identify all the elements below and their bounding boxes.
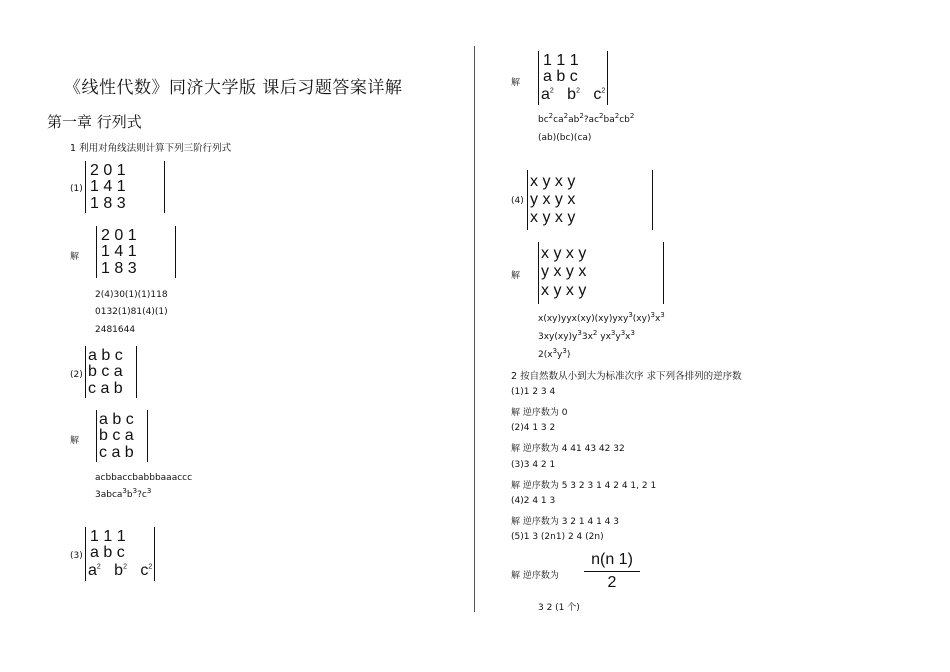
determinant-4-solution xyxy=(538,242,664,304)
determinant-3-solution xyxy=(538,51,608,105)
det-row: 1 4 1 xyxy=(90,178,126,195)
fraction-denominator: 2 xyxy=(607,574,617,591)
det-row: 2 0 1 xyxy=(101,227,137,244)
calc-line: $bc^2ca^2ab^2?ac^2ba^2cb^2$ xyxy=(538,112,635,125)
det-row: x y x y xyxy=(541,282,587,299)
det-row: 1 1 1 xyxy=(543,52,579,69)
answer-item: 解 逆序数为 xyxy=(511,571,559,581)
answer-item: 解 逆序数为 0 xyxy=(511,408,568,418)
determinant-1-solution xyxy=(96,226,176,278)
det-row: y x y x xyxy=(541,263,587,280)
column-divider xyxy=(474,46,475,612)
item-label-2: (2) xyxy=(70,370,83,380)
question-item: (1)1 2 3 4 xyxy=(511,387,556,397)
det-row: a b c xyxy=(543,68,578,85)
det-row: 2 0 1 xyxy=(90,162,126,179)
calc-line: 2481644 xyxy=(95,325,136,335)
determinant-4 xyxy=(527,170,653,230)
fraction xyxy=(584,551,640,592)
question-item: (4)2 4 1 3 xyxy=(511,496,556,506)
calc-line: 0132(1)81(4)(1) xyxy=(95,307,168,317)
det-row: a b c xyxy=(99,411,134,428)
det-row: c a b xyxy=(99,444,134,461)
det-row: 1 8 3 xyxy=(90,195,126,212)
calc-line: (ab)(bc)(ca) xyxy=(538,133,592,143)
calc-line: acbbaccbabbbaaaccc xyxy=(95,473,193,483)
solution-label: 解 xyxy=(70,252,80,262)
det-row: 1 1 1 xyxy=(90,528,126,545)
solution-label: 解 xyxy=(511,78,521,88)
det-row: $a^2$ $b^2$ $c^2$ xyxy=(88,562,153,579)
det-row: b c a xyxy=(99,427,134,444)
determinant-3 xyxy=(85,527,155,581)
item-label-4: (4) xyxy=(511,196,524,206)
chapter-heading: 第一章 行列式 xyxy=(47,113,142,131)
question-1: 1 利用对角线法则计算下列三阶行列式 xyxy=(70,143,232,154)
question-item: (2)4 1 3 2 xyxy=(511,423,556,433)
det-row: $a^2$ $b^2$ $c^2$ xyxy=(541,86,606,103)
det-row: 1 4 1 xyxy=(101,243,137,260)
calc-line: $2(x^3y^3)$ xyxy=(538,347,571,360)
answer-item: 解 逆序数为 3 2 1 4 1 4 3 xyxy=(511,517,619,527)
item-label-1: (1) xyxy=(70,184,83,194)
calc-line: 2(4)30(1)(1)118 xyxy=(95,290,168,300)
answer-item: 解 逆序数为 4 41 43 42 32 xyxy=(511,444,625,454)
question-2: 2 按自然数从小到大为标准次序 求下列各排列的逆序数 xyxy=(511,371,742,382)
determinant-2-solution xyxy=(96,410,148,462)
calc-line: $3abca^3b^3?c^3$ xyxy=(95,487,152,500)
det-row: b c a xyxy=(88,363,123,380)
determinant-2 xyxy=(85,346,137,398)
det-row: a b c xyxy=(90,544,125,561)
solution-label: 解 xyxy=(511,271,521,281)
calc-line: 3 2 (1 个) xyxy=(538,603,580,613)
det-row: x y x y xyxy=(530,173,576,190)
question-item: (3)3 4 2 1 xyxy=(511,460,556,470)
page-title: 《线性代数》同济大学版 课后习题答案详解 xyxy=(64,78,403,98)
det-row: y x y x xyxy=(530,191,576,208)
det-row: 1 8 3 xyxy=(101,260,137,277)
calc-line: $3xy(xy)y^33x^2$ $yx^3y^3x^3$ xyxy=(538,329,635,342)
det-row: x y x y xyxy=(530,209,576,226)
solution-label: 解 xyxy=(70,436,80,446)
question-item: (5)1 3 (2n1) 2 4 (2n) xyxy=(511,532,604,542)
calc-line: $x(xy)yyx(xy)(xy)yxy^3(xy)^3x^3$ xyxy=(538,311,665,324)
answer-item: 解 逆序数为 5 3 2 3 1 4 2 4 1, 2 1 xyxy=(511,481,657,491)
fraction-bar xyxy=(584,571,640,572)
determinant-1 xyxy=(85,161,165,213)
item-label-3: (3) xyxy=(70,551,83,561)
det-row: x y x y xyxy=(541,245,587,262)
det-row: c a b xyxy=(88,380,123,397)
det-row: a b c xyxy=(88,347,123,364)
fraction-numerator: n(n 1) xyxy=(591,551,633,568)
